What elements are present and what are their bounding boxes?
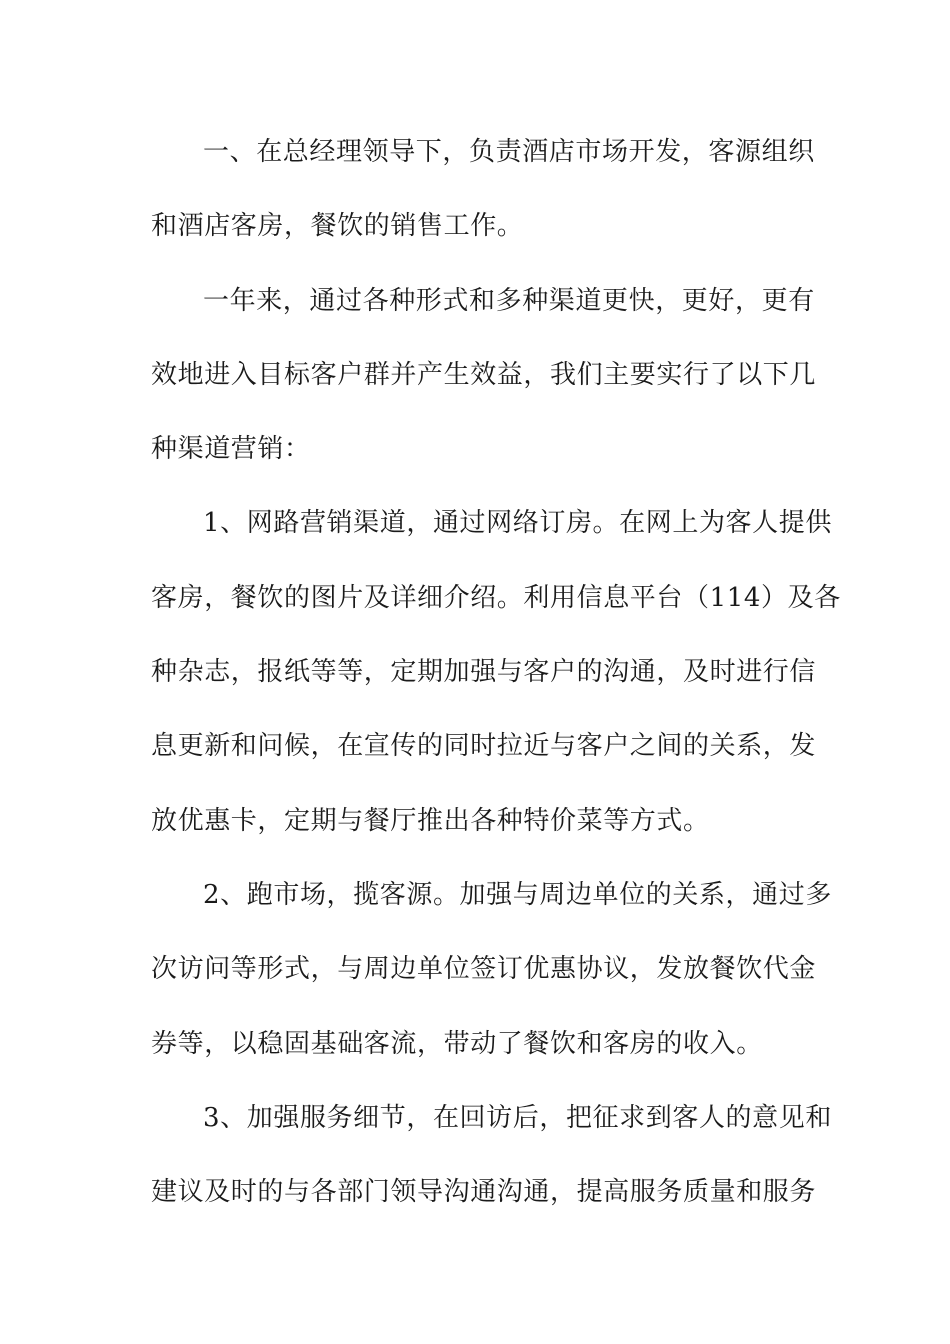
text-line: 放优惠卡，定期与餐厅推出各种特价菜等方式。 [151,805,710,836]
text-line: 次访问等形式，与周边单位签订优惠协议，发放餐饮代金 [151,954,817,985]
text-line: 种杂志，报纸等等，定期加强与客户的沟通，及时进行信 [151,657,817,688]
text-line: 一、在总经理领导下，负责酒店市场开发，客源组织 [203,137,815,167]
text-line: 客房，餐饮的图片及详细介绍。利用信息平台（114）及各 [151,582,841,613]
text-line: 2、跑市场，揽客源。加强与周边单位的关系，通过多 [203,879,832,910]
text-line: 一年来，通过各种形式和多种渠道更快，更好，更有 [203,285,815,316]
text-line: 种渠道营销： [151,434,311,465]
text-line: 1、网路营销渠道，通过网络订房。在网上为客人提供 [203,508,832,539]
text-line: 建议及时的与各部门领导沟通沟通，提高服务质量和服务 [151,1177,817,1208]
document-body [151,126,841,1240]
text-line: 3、加强服务细节，在回访后，把征求到客人的意见和 [203,1102,832,1133]
text-line: 和酒店客房，餐饮的销售工作。 [151,211,524,242]
text-line: 息更新和问候，在宣传的同时拉近与客户之间的关系，发 [151,731,817,762]
text-line: 效地进入目标客户群并产生效益，我们主要实行了以下几 [151,359,817,390]
text-line: 券等，以稳固基础客流，带动了餐饮和客房的收入。 [151,1028,763,1059]
